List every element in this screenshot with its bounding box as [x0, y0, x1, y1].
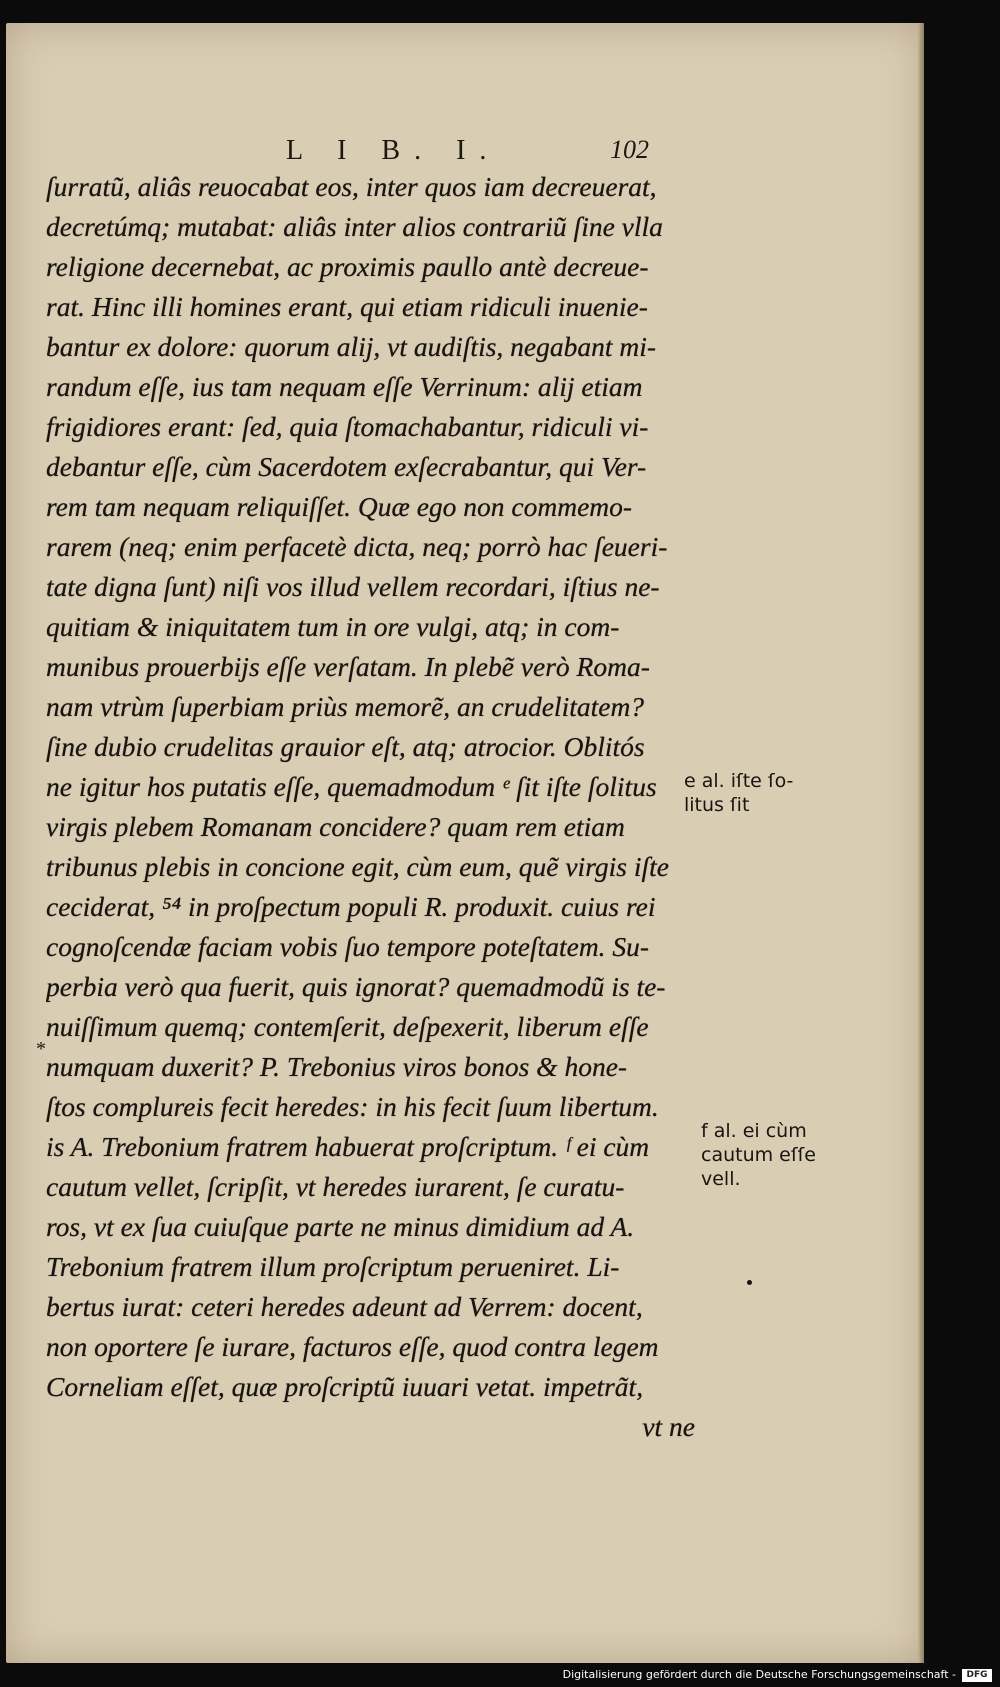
- margin-note-f: f al. ei cùm cautum eſſe vell.: [701, 1120, 816, 1190]
- text-line: numquam duxerit? P. Trebonius viros bonos & hone-: [46, 1051, 628, 1082]
- text-line: rat. Hinc illi homines erant, qui etiam ridiculi inuenie-: [46, 291, 648, 322]
- dfg-logo: DFG: [962, 1669, 992, 1682]
- text-line: ſurratũ, aliâs reuocabat eos, inter quos iam decreuerat,: [46, 171, 657, 202]
- book-page: [6, 23, 924, 1663]
- margin-note-e: e al. iſte ſo- litus ſit: [684, 770, 794, 816]
- catchword: vt ne: [642, 1411, 695, 1442]
- text-line: perbia verò qua fuerit, quis ignorat? quemadmodũ is te-: [46, 971, 666, 1002]
- text-line: rarem (neq; enim perfacetè dicta, neq; porrò hac ſeueri-: [46, 531, 668, 562]
- text-line: Corneliam eſſet, quæ proſcriptũ iuuari vetat. impetrãt,: [46, 1371, 644, 1402]
- text-line: is A. Trebonium fratrem habuerat proſcriptum. ᶠ ei cùm: [46, 1131, 650, 1162]
- text-line: ne igitur hos putatis eſſe, quemadmodum ᵉ ſit iſte ſolitus: [46, 771, 657, 802]
- main-text-block: [46, 167, 701, 1447]
- text-line: quitiam & iniquitatem tum in ore vulgi, atq; in com-: [46, 611, 620, 642]
- text-line: ros, vt ex ſua cuiuſque parte ne minus dimidium ad A.: [46, 1211, 635, 1242]
- text-line: nuiſſimum quemq; contemſerit, deſpexerit, liberum eſſe: [46, 1011, 649, 1042]
- text-line: bantur ex dolore: quorum alij, vt audiſtis, negabant mi-: [46, 331, 657, 362]
- text-line: non oportere ſe iurare, facturos eſſe, quod contra legem: [46, 1331, 659, 1362]
- ink-dot: [747, 1280, 752, 1285]
- text-line: ceciderat, ⁵⁴ in proſpectum populi R. produxit. cuius rei: [46, 891, 656, 922]
- text-line: debantur eſſe, cùm Sacerdotem exſecrabantur, qui Ver-: [46, 451, 647, 482]
- text-line: munibus prouerbijs eſſe verſatam. In plebẽ verò Roma-: [46, 651, 650, 682]
- running-head: L I B. I.: [286, 135, 501, 166]
- footer-credit: Digitalisierung gefördert durch die Deutsche Forschungsgemeinschaft -: [562, 1668, 956, 1681]
- text-line: Trebonium fratrem illum proſcriptum perueniret. Li-: [46, 1251, 620, 1282]
- text-line: frigidiores erant: ſed, quia ſtomachabantur, ridiculi vi-: [46, 411, 649, 442]
- text-line: bertus iurat: ceteri heredes adeunt ad Verrem: docent,: [46, 1291, 643, 1322]
- marginal-asterisk: *: [36, 1038, 46, 1060]
- text-line: rem tam nequam reliquiſſet. Quæ ego non commemo-: [46, 491, 633, 522]
- text-line: cognoſcendæ faciam vobis ſuo tempore poteſtatem. Su-: [46, 931, 650, 962]
- text-line: randum eſſe, ius tam nequam eſſe Verrinum: alij etiam: [46, 371, 643, 402]
- text-line: ſine dubio crudelitas grauior eſt, atq; atrocior. Oblitós: [46, 731, 645, 762]
- text-line: tribunus plebis in concione egit, cùm eum, quẽ virgis iſte: [46, 851, 669, 882]
- text-line: religione decernebat, ac proximis paullo antè decreue-: [46, 251, 649, 282]
- text-line: tate digna ſunt) niſi vos illud vellem recordari, iſtius ne-: [46, 571, 660, 602]
- text-line: nam vtrùm ſuperbiam priùs memorẽ, an crudelitatem?: [46, 691, 645, 722]
- text-line: decretúmq; mutabat: aliâs inter alios contrariũ ſine vlla: [46, 211, 663, 242]
- text-line: cautum vellet, ſcripſit, vt heredes iurarent, ſe curatu-: [46, 1171, 625, 1202]
- text-line: ſtos complureis fecit heredes: in his fecit ſuum libertum.: [46, 1091, 659, 1122]
- page-number: 102: [610, 135, 649, 164]
- text-line: virgis plebem Romanam concidere? quam rem etiam: [46, 811, 625, 842]
